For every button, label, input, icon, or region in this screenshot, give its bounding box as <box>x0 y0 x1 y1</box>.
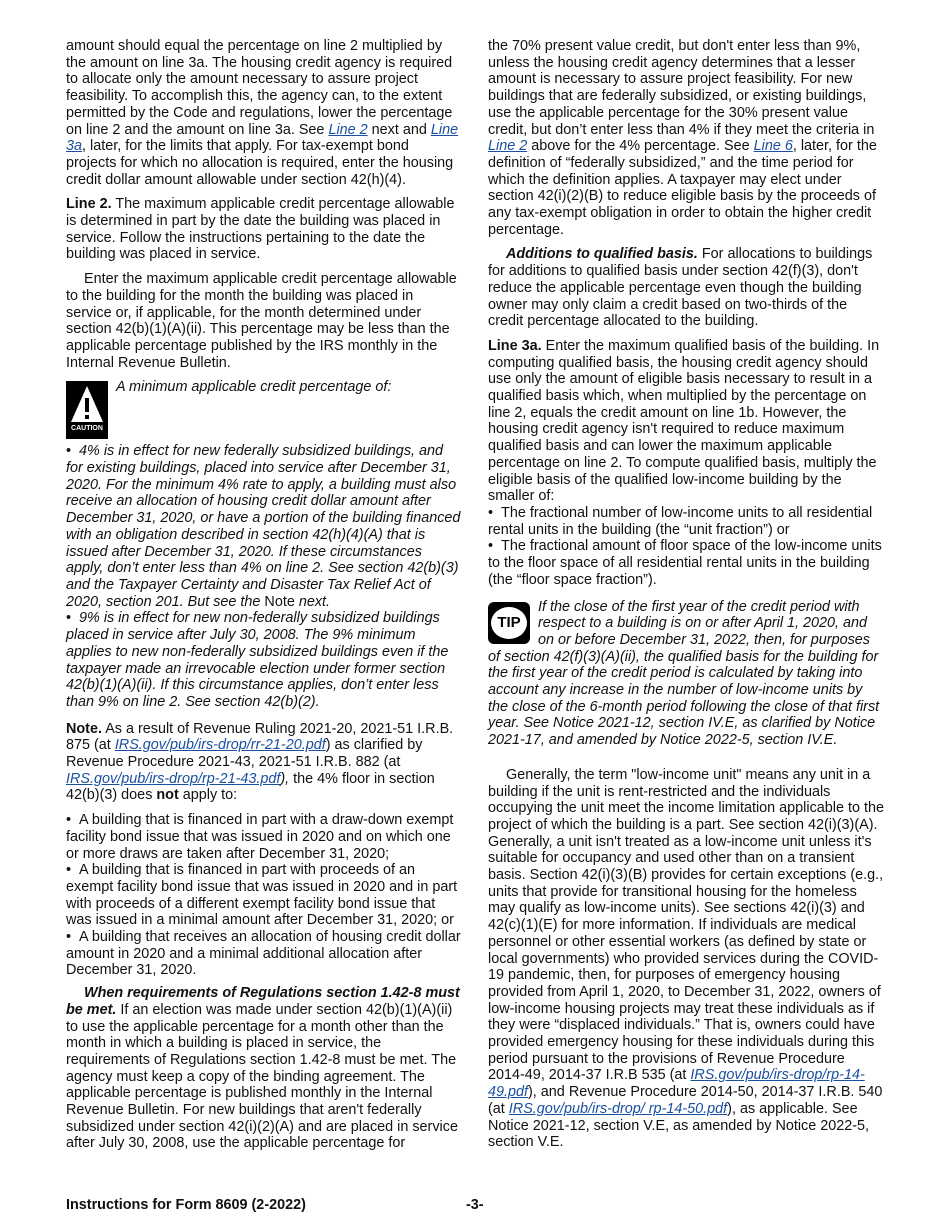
text-run: Note <box>264 593 295 610</box>
text-run: The fractional amount of floor space of the low-income units to the floor space of all residential rental units in the building (the “floor space fraction”). <box>488 538 882 588</box>
text-run: The maximum applicable credit percentage allowable is determined in part by the date the building was placed in service. Follow the instructions pertaining to the date the building was placed in service. <box>66 196 455 263</box>
footer-page-number: -3- <box>466 1197 484 1213</box>
text-run: next. <box>294 593 331 610</box>
paragraph-note <box>66 721 462 805</box>
paragraph-additions-qualified-basis <box>488 246 884 330</box>
link[interactable]: Line 2 <box>328 121 368 138</box>
tip-icon <box>488 602 530 644</box>
note-bullet-allocation <box>66 929 462 979</box>
link[interactable]: Line 6 <box>753 138 793 155</box>
text-run: 9% is in effect for new non-federally subsidized buildings placed in service after July 30, 2008. The 9% minimum applies to new non-federally subsidized buildings even if the taxpayer made an irrevocable election under former section 42(b)(1)(A)(ii). If this circumstance applies, don’t enter less than 9% on line 2. See section 42(b)(2). <box>66 610 449 710</box>
caution-bullet-4-percent <box>66 443 462 610</box>
link[interactable]: IRS.gov/pub/irs-drop/rp-21-43.pdf <box>66 770 281 787</box>
text-run: 4% is in effect for new federally subsidized buildings, and for existing buildings, placed into service after December 31, 2020. For the minimum 4% rate to apply, a building must also receive an allocation of housing credit dollar amount after December 31, 2020, or have a portion of the building financed with an obligation described in section 42(h)(4)(A) that is issued after December 31, 2020. If these circumstances apply, don’t enter less than 4% on line 2. See section 42(b)(3) and the Taxpayer Certainty and Disaster Tax Relief Act of 2020, section 201. But see the <box>66 443 461 610</box>
text-run: Enter the maximum applicable credit percentage allowable to the building for the month the building was placed in service or, if applicable, for the month determined under section 42(b)(1)(A)(ii). This percentage may be less than the applicable percentage published by the IRS monthly in the Internal Revenue Bulletin. <box>66 271 457 371</box>
tip-callout <box>488 599 884 749</box>
text-run: If the close of the first year of the credit period with respect to a building is on or after April 1, 2020, and on or before December 31, 2022, then, for purposes of section 42(f)(3)(A)(ii), the qualified basis for the building for the first year of the credit period is calculated by taking into account any increase in the number of low-income units by the close of the 6-month period following the close of that first year. See Notice 2021-12, section IV.E, as clarified by Notice 2021-17, and amended by Notice 2022-5, section IV.E. <box>488 598 880 749</box>
link[interactable]: IRS.gov/pub/irs-drop/rr-21-20.pdf <box>114 737 326 754</box>
left-column <box>66 38 462 1160</box>
footer-form-title: Instructions for Form 8609 (2-2022) <box>66 1197 306 1213</box>
paragraph-regulations-1-42-8 <box>66 985 462 1152</box>
heading-text: Additions to qualified basis. <box>506 246 698 263</box>
caution-icon-label: CAUTION <box>71 424 103 432</box>
text-run: next and <box>367 121 431 138</box>
line3a-bullet-unit-fraction <box>488 505 884 538</box>
tip-icon-label: TIP <box>491 607 527 639</box>
text-run: Generally, the term "low-income unit" means any unit in a building if the unit is rent-restricted and the individuals occupying the unit meet the income limitation applicable to the project of which the building is a part. See section 42(i)(3)(A). Generally, a unit isn't treated as a low-income unit unless it's suitable for occupancy and used other than on a transient basis. Section 42(i)(3)(B) provides for certain exceptions (e.g., units that provide for transitional housing for the homeless may qualify as low-income units). See sections 42(i)(3) and 42(c)(1)(E) for more information. If individuals are medical personnel or other essential workers (as defined by state or local governments) who provided services during the COVID-19 pandemic, then, for purposes of emergency housing provided from April 1, 2020, to December 31, 2022, owners of low-income housing projects may treat these individuals as if they were “displaced individuals.” That is, owners could have provided emergency housing for these individuals during this period pursuant to the provisions of Revenue Procedure 2014-49, 2014-37 I.R.B 535 (at <box>488 766 884 1084</box>
paragraph-line1-intro <box>66 38 462 188</box>
text-run: ), as applicable. See Notice 2021-12, section V.E, as amended by Notice 2022-5, section V.E. <box>488 1100 870 1151</box>
text-run: A building that is financed in part with a draw-down exempt facility bond issue that was issued in 2020 and on which one or more draws are taken after December 31, 2020; <box>66 812 454 862</box>
paragraph-line2 <box>66 196 462 263</box>
text-run: amount should equal the percentage on line 2 multiplied by the amount on line 3a. The housing credit agency is required to allocate only the amount necessary to assure project feasibility. To accomplish this, the agency can, to the extent permitted by the Code and regulations, lower the percentage on line 2 and the amount on line 3a. See <box>66 38 453 138</box>
link[interactable]: Line 3a <box>66 121 459 155</box>
text-run: The fractional number of low-income units to all residential rental units in the building (the “unit fraction”) or <box>488 504 873 538</box>
link[interactable]: Line 2 <box>488 138 528 155</box>
note-bullet-proceeds <box>66 862 462 929</box>
link[interactable]: IRS.gov/pub/irs-drop/ rp-14-50.pdf <box>508 1100 728 1117</box>
text-run: above for the 4% percentage. See <box>527 138 754 155</box>
caution-bullet-9-percent <box>66 610 462 710</box>
text-run: apply to: <box>178 787 238 804</box>
text-run: A minimum applicable credit percentage of: <box>116 379 392 396</box>
text-run: the 4% floor in section 42(b)(3) does <box>66 770 435 804</box>
paragraph-line2-enter <box>66 271 462 371</box>
text-run: , later, for the definition of “federally subsidized,” and the time period for which the definition applies. A taxpayer may elect under section 42(i)(2)(B) to reduce eligible basis by the proceeds of any tax-exempt obligation in order to obtain the higher credit percentage. <box>488 138 877 238</box>
paragraph-70-percent <box>488 38 884 238</box>
text-run: If an election was made under section 42(b)(1)(A)(ii) to use the applicable percentage for a month other than the month in which a building is placed in service, the requirements of Regulations section 1.42-8 must be met. The agency must keep a copy of the binding agreement. The applicable percentage is published monthly in the Internal Revenue Bulletin. For new buildings that aren't federally subsidized under section 42(i)(2)(A) and are placed in service after July 30, 2008, use the applicable percentage for <box>66 1001 458 1152</box>
text-run: the 70% present value credit, but don't enter less than 9%, unless the housing credit agency determines that a lesser amount is necessary to assure project feasibility. For new buildings that are federally subsidized, or existing buildings, use the applicable percentage for the 30% present value credit, but don’t enter less than 4% if they meet the criteria in <box>488 38 875 138</box>
heading-text: Line 2. <box>66 196 112 213</box>
text-run: Enter the maximum qualified basis of the building. In computing qualified basis, the housing credit agency should use only the amount of eligible basis necessary to result in a qualified basis which, when multiplied by the percentage on line 2, equals the credit amount on line 1b. However, the housing credit agency isn't required to reduce maximum qualified basis and can lower the maximum applicable percentage on line 2. To compute qualified basis, multiply the eligible basis of the qualified low-income building by the smaller of: <box>488 337 880 505</box>
text-run: A building that is financed in part with proceeds of an exempt facility bond issue that was issued in 2020 and in part with proceeds of a different exempt facility bond issue that was issued in a minimal amount after December 31, 2020; or <box>66 862 458 929</box>
heading-text: Line 3a. <box>488 337 542 354</box>
caution-callout <box>66 379 462 443</box>
line3a-bullet-floor-space <box>488 538 884 588</box>
text-run: For allocations to buildings for additions to qualified basis under section 42(f)(3), don't reduce the applicable percentage even though the building owner may only claim a credit based on two-thirds of the credit percentage allocated to the building. <box>488 246 873 330</box>
text-run: ), <box>280 770 290 787</box>
heading-text: When requirements of Regulations section 1.42-8 must be met. <box>66 985 460 1018</box>
text-run: ), and Revenue Procedure 2014-50, 2014-37 I.R.B. 540 (at <box>488 1084 883 1117</box>
link[interactable]: IRS.gov/pub/irs-drop/rp-14-49.pdf <box>488 1067 865 1101</box>
paragraph-line3a <box>488 338 884 505</box>
heading-text: not <box>156 787 179 804</box>
caution-icon <box>66 381 108 439</box>
text-run: ) as clarified by Revenue Procedure 2021-43, 2021-51 I.R.B. 882 (at <box>66 737 423 771</box>
text-run: As a result of Revenue Ruling 2021-20, 2021-51 I.R.B. 875 (at <box>66 720 454 754</box>
heading-text: Note. <box>66 720 102 737</box>
text-run: A building that receives an allocation of housing credit dollar amount in 2020 and a minimal additional allocation after December 31, 2020. <box>66 929 461 979</box>
note-bullet-draw-down <box>66 812 462 862</box>
paragraph-low-income-unit <box>488 767 884 1151</box>
text-run: , later, for the limits that apply. For tax-exempt bond projects for which no allocation is required, enter the housing credit dollar amount allowable under section 42(h)(4). <box>66 138 454 188</box>
right-column <box>488 38 884 1159</box>
